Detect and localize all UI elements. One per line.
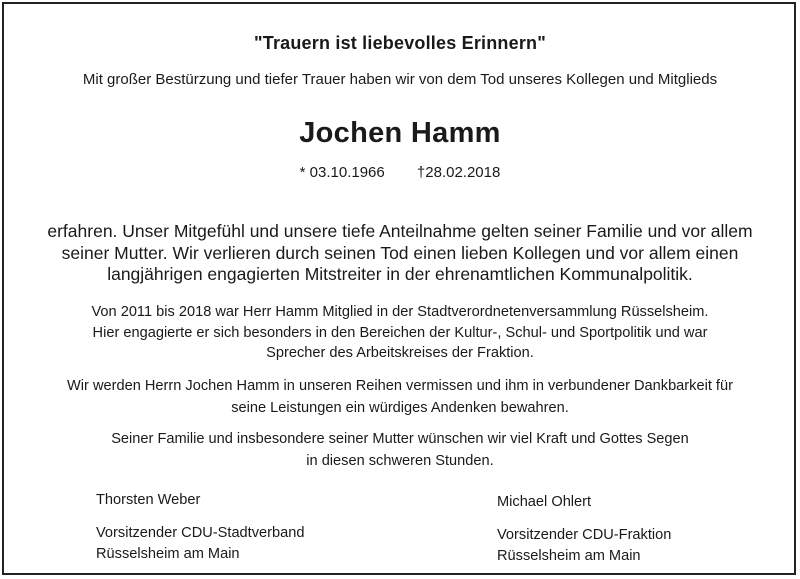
paragraph-line: erfahren. Unser Mitgefühl und unsere tiefe Anteilnahme gelten seiner Familie und vor allem	[47, 221, 753, 241]
motto-heading: "Trauern ist liebevolles Erinnern"	[254, 33, 546, 53]
remembrance-paragraph	[0, 375, 800, 419]
paragraph-line: langjährigen engagierten Mitstreiter in der ehrenamtlichen Kommunalpolitik.	[107, 264, 693, 284]
wishes-paragraph	[0, 428, 800, 472]
paragraph-line: Sprecher des Arbeitskreises der Fraktion.	[266, 345, 534, 361]
intro-text: Mit großer Bestürzung und tiefer Trauer haben wir von dem Tod unseres Kollegen und Mitglieds	[82, 71, 718, 88]
paragraph-line: seiner Mutter. Wir verlieren durch seinen Tod einen lieben Kollegen und vor allem einen	[61, 242, 739, 263]
death-symbol: †	[416, 164, 426, 181]
birth-date-value: 03.10.1966	[309, 164, 385, 181]
birth-date	[300, 164, 389, 181]
paragraph-line: seine Leistungen ein würdiges Andenken bewahren.	[231, 400, 569, 416]
signatory-role: Vorsitzender CDU-Stadtverband	[96, 525, 305, 541]
life-dates	[0, 164, 800, 181]
signatory-name: Thorsten Weber	[96, 492, 201, 508]
signatory-place: Rüsselsheim am Main	[96, 546, 240, 562]
paragraph-line: Seiner Familie und insbesondere seiner Mutter wünschen wir viel Kraft und Gottes Segen	[111, 431, 689, 447]
signature-block-left	[96, 490, 304, 565]
death-date-value: 28.02.2018	[425, 164, 501, 181]
paragraph-line: Wir werden Herrn Jochen Hamm in unseren Reihen vermissen und ihm in verbundener Dankbarkeit für	[67, 378, 733, 394]
signatory-name: Michael Ohlert	[497, 494, 592, 510]
signatory-place: Rüsselsheim am Main	[497, 548, 641, 564]
death-date	[417, 164, 500, 181]
deceased-name: Jochen Hamm	[299, 117, 501, 149]
condolence-paragraph	[0, 221, 800, 286]
biography-paragraph	[0, 302, 800, 364]
signature-block-right	[497, 492, 671, 567]
signatory-role: Vorsitzender CDU-Fraktion	[497, 527, 672, 543]
paragraph-line: Hier engagierte er sich besonders in den Bereichen der Kultur-, Schul- und Sportpolitik und war	[92, 324, 708, 341]
paragraph-line: in diesen schweren Stunden.	[306, 453, 494, 469]
paragraph-line: Von 2011 bis 2018 war Herr Hamm Mitglied in der Stadtverordnetenversammlung Rüsselsheim.	[91, 304, 709, 320]
birth-symbol: *	[299, 164, 306, 181]
